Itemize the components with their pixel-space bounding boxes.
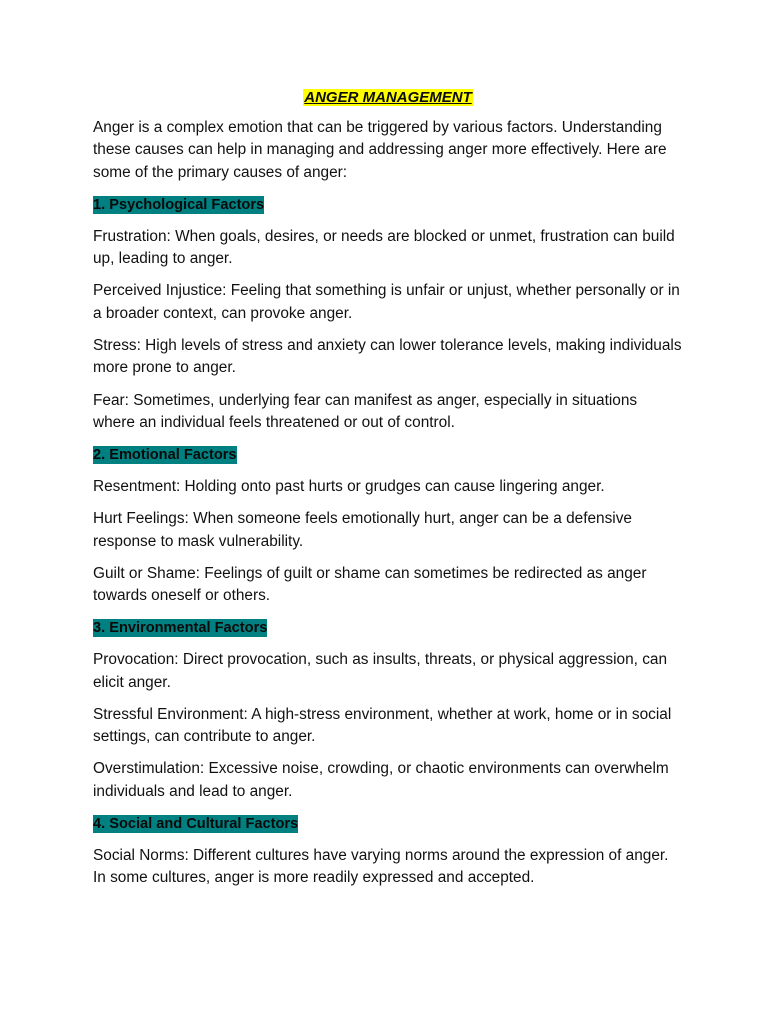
paragraph-overstimulation: Overstimulation: Excessive noise, crowding, or chaotic environments can overwhelm individuals and lead to anger. (93, 760, 669, 800)
section-heading: 4. Social and Cultural Factors (93, 816, 299, 833)
paragraph-provocation: Provocation: Direct provocation, such as insults, threats, or physical aggression, can elicit anger. (93, 651, 668, 691)
section-environmental-factors (93, 617, 683, 803)
section-emotional-factors (93, 444, 683, 607)
section-heading-line (93, 617, 683, 639)
title-line (93, 88, 683, 108)
paragraph-resentment: Resentment: Holding onto past hurts or grudges can cause lingering anger. (93, 478, 605, 496)
paragraph-stressful-environment: Stressful Environment: A high-stress environment, whether at work, home or in social settings, can contribute to anger. (93, 705, 672, 746)
paragraph-fear: Fear: Sometimes, underlying fear can manifest as anger, especially in situations where an individual feels threatened or out of control. (93, 391, 638, 432)
paragraph-guilt-or-shame: Guilt or Shame: Feelings of guilt or shame can sometimes be redirected as anger towards oneself or others. (93, 564, 647, 605)
section-heading: 3. Environmental Factors (93, 620, 268, 637)
paragraph-stress: Stress: High levels of stress and anxiety can lower tolerance levels, making individuals more prone to anger. (93, 337, 682, 377)
intro-paragraph: Anger is a complex emotion that can be triggered by various factors. Understanding these causes can help in managing and addressing anger more effectively. Here are some of the primary causes of anger: (93, 119, 667, 181)
document-title: ANGER MANAGEMENT (304, 89, 472, 106)
section-heading-line (93, 813, 683, 835)
section-heading: 1. Psychological Factors (93, 197, 265, 214)
section-heading-line (93, 194, 683, 216)
paragraph-frustration: Frustration: When goals, desires, or needs are blocked or unmet, frustration can build up, leading to anger. (93, 227, 675, 268)
document-body (93, 88, 683, 900)
section-heading: 2. Emotional Factors (93, 447, 237, 464)
paragraph-social-norms: Social Norms: Different cultures have varying norms around the expression of anger. In some cultures, anger is more readily expressed and accepted. (93, 846, 669, 887)
section-psychological-factors (93, 194, 683, 434)
section-social-cultural-factors (93, 813, 683, 890)
section-heading-line (93, 444, 683, 466)
paragraph-perceived-injustice: Perceived Injustice: Feeling that something is unfair or unjust, whether personally or in a broader context, can provoke anger. (93, 282, 680, 322)
paragraph-hurt-feelings: Hurt Feelings: When someone feels emotionally hurt, anger can be a defensive response to mask vulnerability. (93, 510, 632, 550)
